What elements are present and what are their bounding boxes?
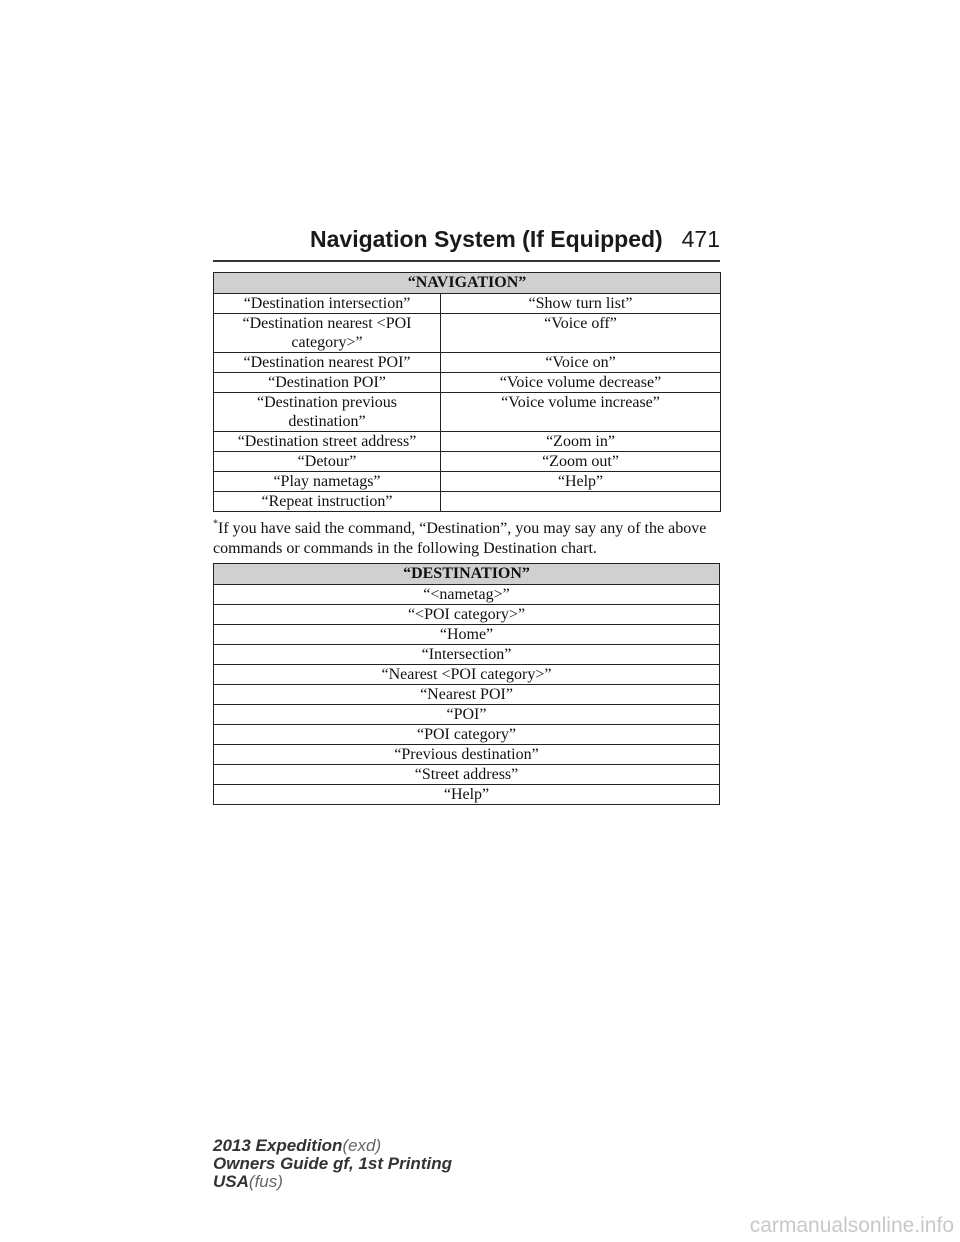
page-header <box>213 226 720 262</box>
table-cell: “POI” <box>214 705 720 725</box>
table-row <box>214 393 721 432</box>
table-cell: “Zoom out” <box>441 452 721 472</box>
footer-line <box>213 1155 452 1173</box>
footer-line <box>213 1173 452 1191</box>
document-footer <box>213 1137 452 1191</box>
page-number: 471 <box>681 226 720 252</box>
table-row <box>214 685 720 705</box>
table-row <box>214 725 720 745</box>
table-cell <box>441 492 721 512</box>
table-cell: “Destination intersection” <box>214 294 441 314</box>
navigation-table-heading: “NAVIGATION” <box>214 273 721 294</box>
table-row <box>214 585 720 605</box>
table-row <box>214 765 720 785</box>
table-row <box>214 705 720 725</box>
table-cell: “Help” <box>441 472 721 492</box>
table-cell: “Destination previous destination” <box>214 393 441 432</box>
table-cell: “Intersection” <box>214 645 720 665</box>
table-row <box>214 645 720 665</box>
table-row <box>214 745 720 765</box>
table-cell: “Nearest POI” <box>214 685 720 705</box>
table-row <box>214 314 721 353</box>
table-row <box>214 492 721 512</box>
table-cell: “<nametag>” <box>214 585 720 605</box>
table-cell: “Destination nearest POI” <box>214 353 441 373</box>
footer-model-code: (exd) <box>342 1136 382 1155</box>
table-cell: “Repeat instruction” <box>214 492 441 512</box>
table-cell: “Street address” <box>214 765 720 785</box>
watermark: carmanualsonline.info <box>749 1214 954 1237</box>
footnote <box>213 519 733 559</box>
table-cell: “Voice on” <box>441 353 721 373</box>
destination-commands-table <box>213 563 720 805</box>
table-cell: “Show turn list” <box>441 294 721 314</box>
table-cell: “Play nametags” <box>214 472 441 492</box>
navigation-commands-table <box>213 272 721 512</box>
table-row <box>214 605 720 625</box>
table-cell: “Previous destination” <box>214 745 720 765</box>
footnote-text: If you have said the command, “Destination”, you may say any of the above commands or commands in the following Destination chart. <box>213 520 707 557</box>
table-row <box>214 665 720 685</box>
table-row <box>214 432 721 452</box>
table-cell: “Destination street address” <box>214 432 441 452</box>
table-row <box>214 353 721 373</box>
table-row <box>214 452 721 472</box>
footer-line <box>213 1137 452 1155</box>
footer-market: USA <box>213 1172 249 1191</box>
footer-model: 2013 Expedition <box>213 1136 343 1155</box>
table-row <box>214 785 720 805</box>
table-cell: “Voice off” <box>441 314 721 353</box>
table-cell: “Help” <box>214 785 720 805</box>
destination-table-heading: “DESTINATION” <box>214 564 720 585</box>
table-row <box>214 373 721 393</box>
table-cell: “<POI category>” <box>214 605 720 625</box>
table-cell: “Home” <box>214 625 720 645</box>
section-title: Navigation System (If Equipped) <box>310 226 663 252</box>
table-cell: “Nearest <POI category>” <box>214 665 720 685</box>
table-row <box>214 625 720 645</box>
table-cell: “POI category” <box>214 725 720 745</box>
footer-market-code: (fus) <box>248 1172 283 1191</box>
table-row <box>214 294 721 314</box>
table-cell: “Voice volume decrease” <box>441 373 721 393</box>
table-cell: “Destination POI” <box>214 373 441 393</box>
table-cell: “Destination nearest <POI category>” <box>214 314 441 353</box>
table-cell: “Zoom in” <box>441 432 721 452</box>
table-row <box>214 472 721 492</box>
table-cell: “Detour” <box>214 452 441 472</box>
footer-edition: Owners Guide gf, 1st Printing <box>213 1154 452 1173</box>
table-cell: “Voice volume increase” <box>441 393 721 432</box>
footnote-marker: * <box>213 518 218 530</box>
